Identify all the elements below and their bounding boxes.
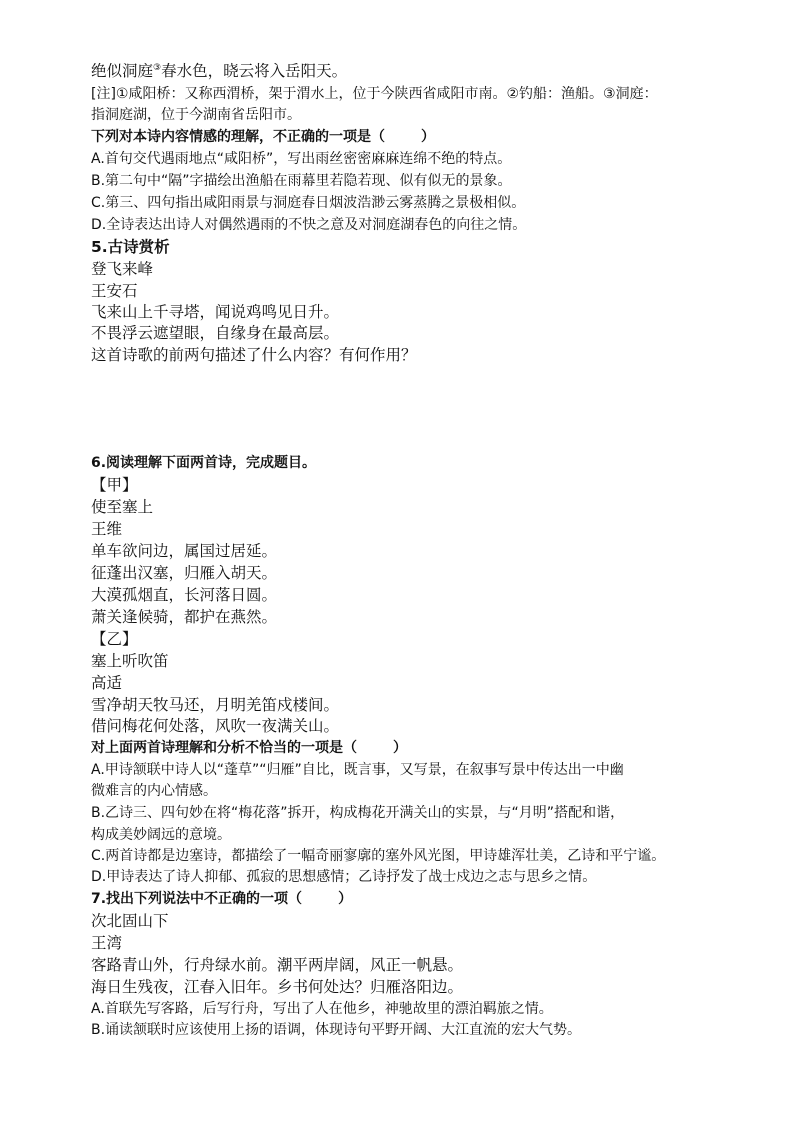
q6-yi-author: 高适: [91, 674, 123, 692]
q4-option-d: D.全诗表达出诗人对偶然遇雨的不快之意及对洞庭湖春色的向往之情。: [91, 217, 527, 233]
q6-jia-line-1: 单车欲问边，属国过居延。: [91, 542, 278, 560]
q6-jia-author: 王维: [91, 520, 123, 538]
q4-option-a: A.首句交代遇雨地点“咸阳桥”，写出雨丝密密麻麻连绵不绝的特点。: [91, 151, 512, 167]
q5-heading: 5.古诗赏析: [91, 238, 170, 256]
q4-poem-text-a: 绝似洞庭: [91, 62, 154, 80]
q5-poem-title: 登飞来峰: [91, 260, 154, 278]
q4-note-line-1: [注]①咸阳桥：又称西渭桥，架于渭水上，位于今陕西省咸阳市南。②钓船：渔船。③洞庭：: [91, 86, 658, 102]
q7-option-b: B.诵读颔联时应该使用上扬的语调，体现诗句平野开阔、大江直流的宏大气势。: [91, 1022, 582, 1038]
q6-question: [91, 738, 407, 758]
q4-question-close: ）: [421, 129, 435, 145]
q7-heading-text: 7.找出下列说法中不正确的一项（: [91, 891, 303, 907]
q6-question-close: ）: [393, 740, 407, 756]
q6-yi-title: 塞上听吹笛: [91, 652, 169, 670]
q7-poem-line-1: 客路青山外，行舟绿水前。潮平两岸阔，风正一帆悬。: [91, 956, 464, 974]
q7-poem-line-2: 海日生残夜，江春入旧年。乡书何处达？归雁洛阳边。: [91, 978, 464, 996]
q7-poem-author: 王湾: [91, 934, 123, 952]
q6-option-a-line-1: A.甲诗颔联中诗人以“蓬草”“归雁”自比，既言事，又写景，在叙事写景中传达出一中幽: [91, 762, 624, 778]
q7-heading-close: ）: [338, 891, 353, 907]
q6-option-d: D.甲诗表达了诗人抑郁、孤寂的思想感情；乙诗抒发了战士戍边之志与思乡之情。: [91, 869, 597, 885]
q6-jia-line-4: 萧关逢候骑，都护在燕然。: [91, 608, 278, 626]
q6-jia-title: 使至塞上: [91, 498, 154, 516]
q4-footnote-mark: ③: [153, 63, 162, 73]
q5-question: 这首诗歌的前两句描述了什么内容？有何作用？: [91, 346, 417, 364]
q7-heading: [91, 889, 352, 909]
q7-poem-title: 次北固山下: [91, 912, 169, 930]
q6-option-c: C.两首诗都是边塞诗，都描绘了一幅奇丽寥廓的塞外风光图，甲诗雄浑壮美，乙诗和平宁谧。: [91, 848, 666, 864]
q6-jia-line-2: 征蓬出汉塞，归雁入胡天。: [91, 564, 278, 582]
q6-option-b-line-2: 构成美妙阔远的意境。: [91, 827, 231, 843]
q7-option-a: A.首联先写客路，后写行舟，写出了人在他乡，神驰故里的漂泊羁旅之情。: [91, 1001, 553, 1017]
q6-yi-line-1: 雪净胡天牧马还，月明羌笛戍楼间。: [91, 696, 340, 714]
q4-note-line-2: 指洞庭湖，位于今湖南省岳阳市。: [91, 107, 301, 123]
q5-poem-author: 王安石: [91, 282, 138, 300]
q6-jia-line-3: 大漠孤烟直，长河落日圆。: [91, 586, 278, 604]
q6-yi-line-2: 借问梅花何处落，风吹一夜满关山。: [91, 717, 340, 735]
q6-question-text: 对上面两首诗理解和分析不恰当的一项是（: [91, 740, 357, 756]
q6-heading: 6.阅读理解下面两首诗，完成题目。: [91, 455, 317, 471]
q6-yi-label: 【乙】: [91, 630, 138, 648]
q4-poem-text-b: 春水色，晓云将入岳阳天。: [161, 62, 348, 80]
q4-poem-last-line: [91, 61, 347, 81]
q4-question: [91, 127, 435, 147]
q4-option-b: B.第二句中“隔”字描绘出渔船在雨幕里若隐若现、似有似无的景象。: [91, 173, 512, 189]
q5-poem-line-2: 不畏浮云遮望眼，自缘身在最高层。: [91, 324, 340, 342]
q4-option-c: C.第三、四句指出咸阳雨景与洞庭春日烟波浩渺云雾蒸腾之景极相似。: [91, 195, 526, 211]
q5-poem-line-1: 飞来山上千寻塔，闻说鸡鸣见日升。: [91, 303, 340, 321]
q4-question-text: 下列对本诗内容情感的理解，不正确的一项是（: [91, 129, 385, 145]
q6-jia-label: 【甲】: [91, 476, 138, 494]
q6-option-a-line-2: 微难言的内心情感。: [91, 783, 217, 799]
q6-option-b-line-1: B.乙诗三、四句妙在将“梅花落”拆开，构成梅花开满关山的实景，与“月明”搭配和谐，: [91, 805, 625, 821]
